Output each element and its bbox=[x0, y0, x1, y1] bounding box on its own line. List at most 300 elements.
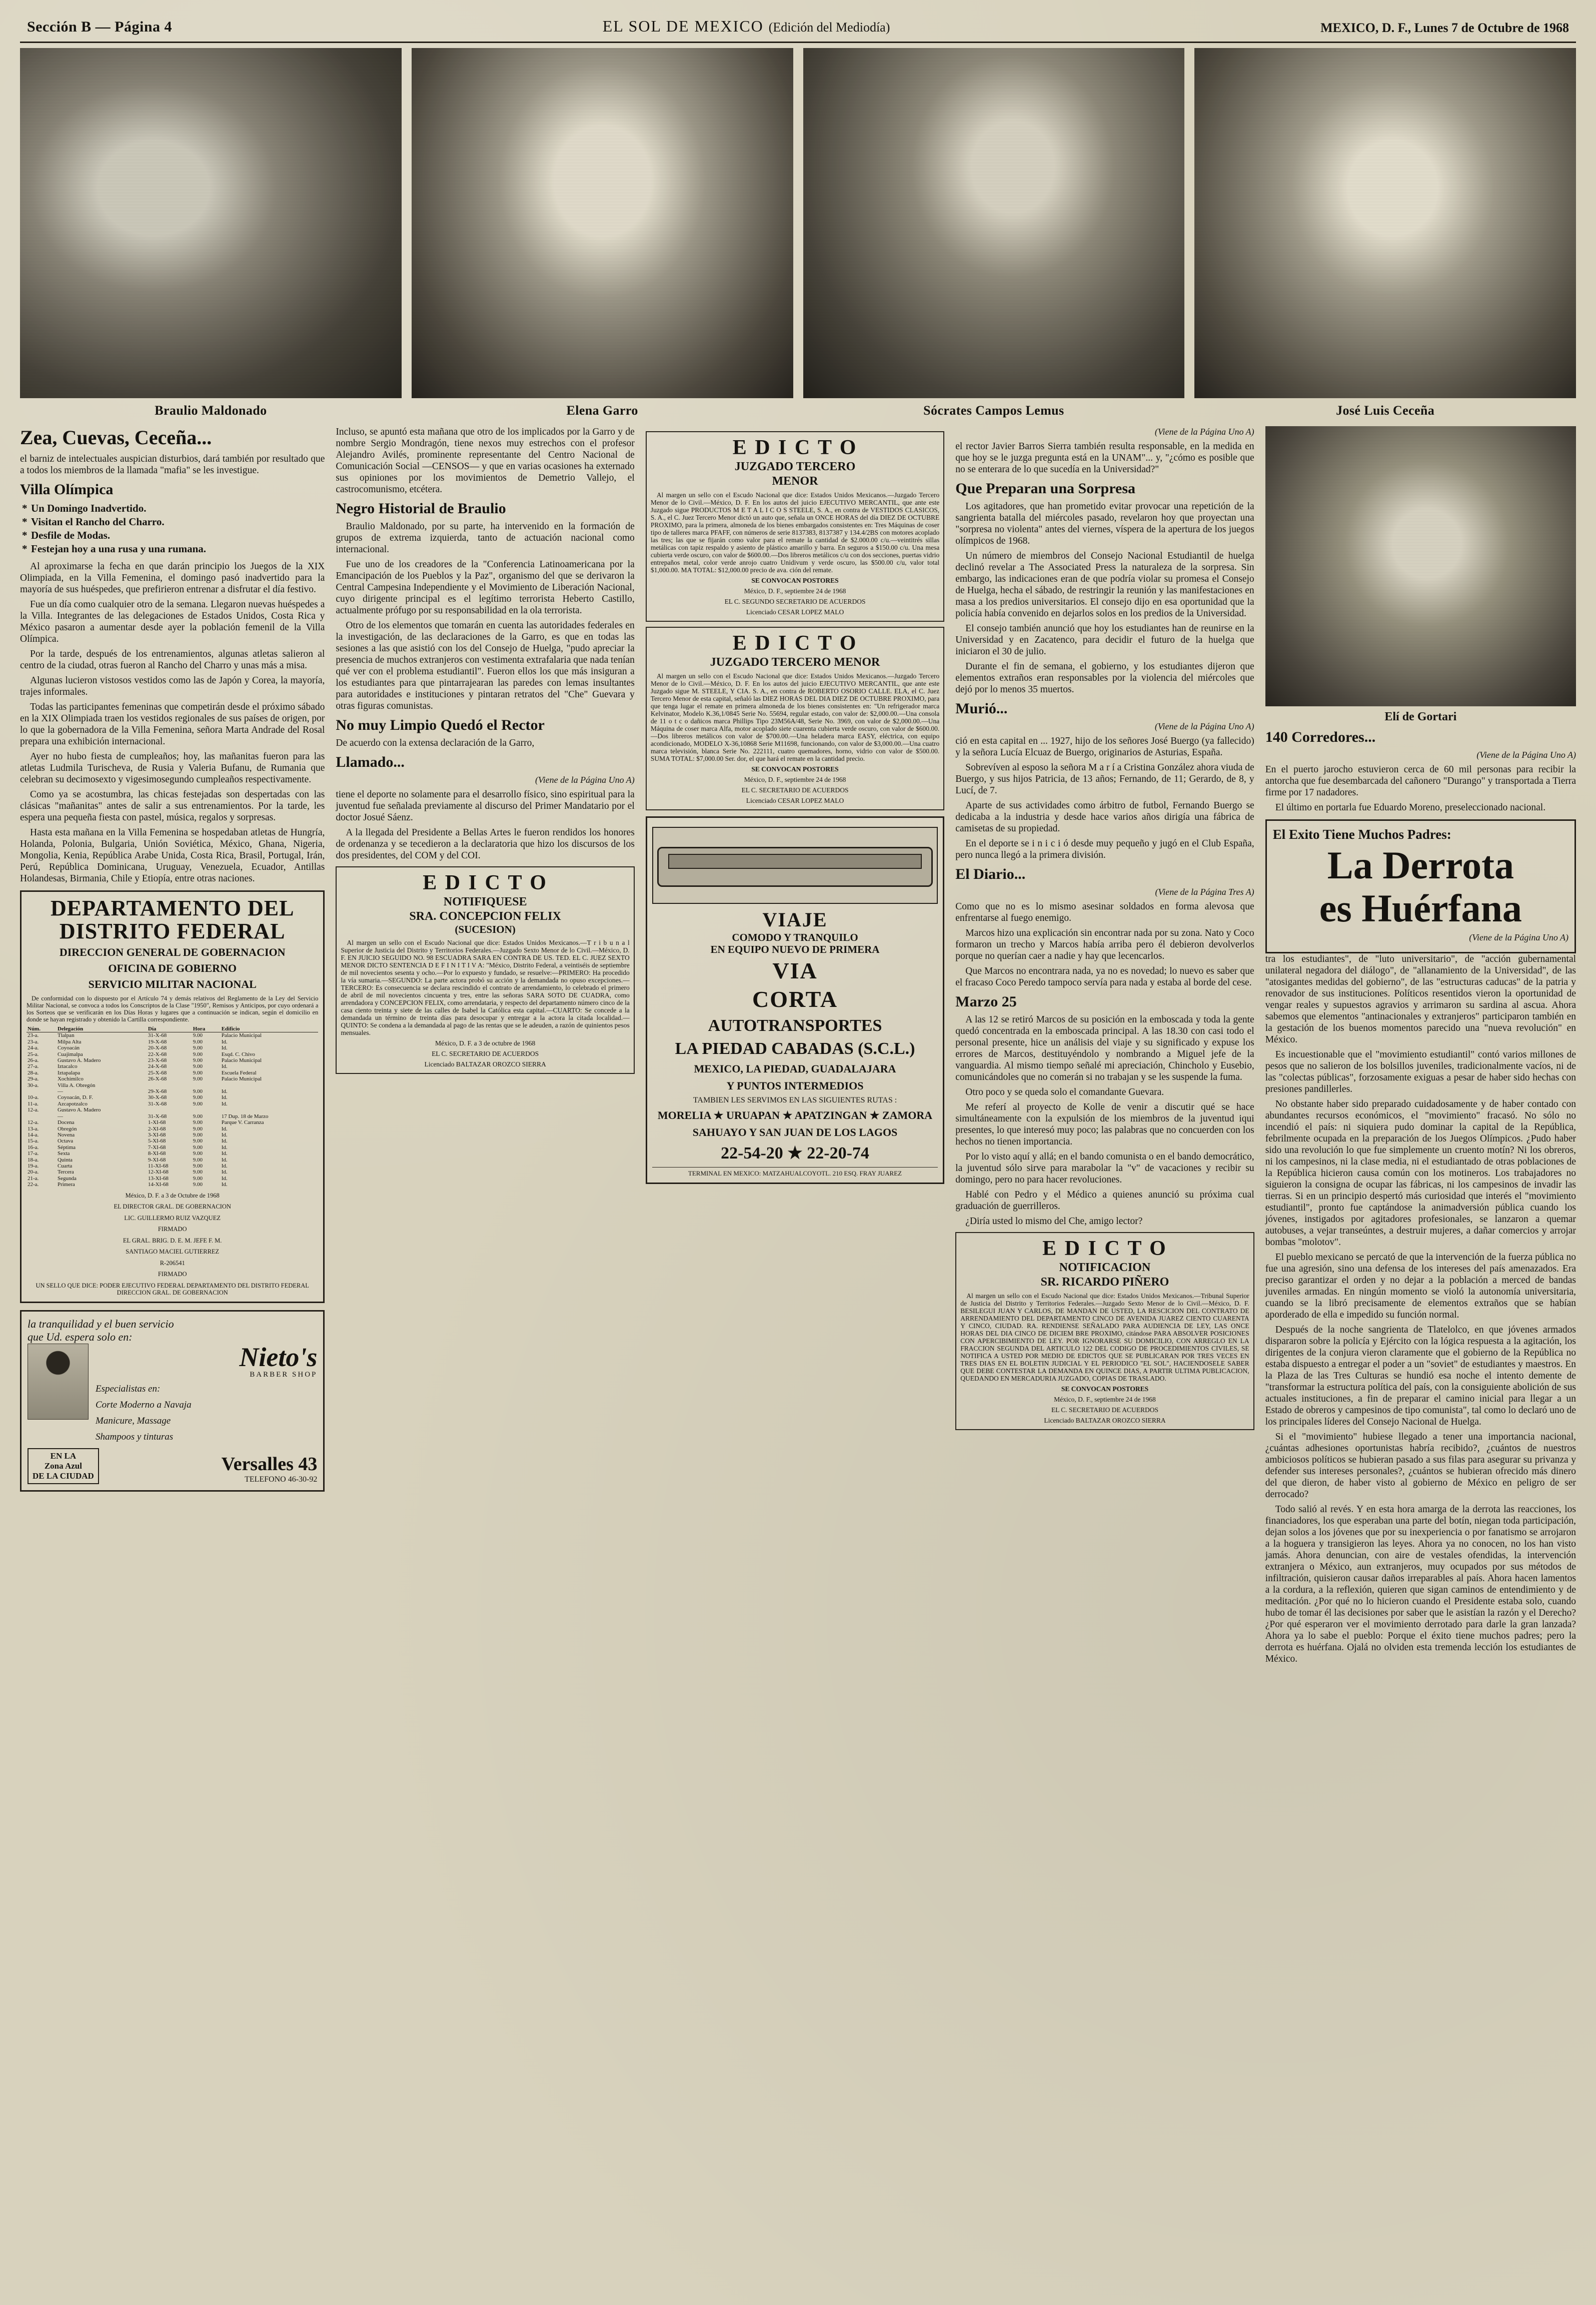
table-cell: 9.00 bbox=[193, 1182, 203, 1188]
body-paragraph: Aparte de sus actividades como árbitro de futbol, Fernando Buergo se dedicaba a la industria y desde hace varios años dirigía una fábrica de camisetas de su propiedad. bbox=[955, 800, 1254, 834]
ad-phone: TELEFONO 46-30-92 bbox=[245, 1475, 318, 1484]
editorial-la-derrota-es-huerfana bbox=[1265, 819, 1576, 953]
ad-departamento-distrito-federal bbox=[20, 890, 325, 1303]
table-cell: 9.00 bbox=[193, 1038, 203, 1045]
edicto-line-1: JUZGADO TERCERO bbox=[734, 460, 856, 473]
table-cell bbox=[221, 1107, 319, 1113]
table-cell: 29-a. bbox=[28, 1076, 39, 1082]
table-cell: 31-X-68 bbox=[148, 1113, 167, 1119]
legal-notice-edicto-3 bbox=[646, 627, 944, 810]
ad-title-line-1: DEPARTAMENTO DEL bbox=[50, 896, 295, 920]
body-paragraph: En el deporte se i n i c i ó desde muy pequeño y jugó en el Club España, pero nunca llegó a la primera división. bbox=[955, 838, 1254, 860]
table-cell: Iztapalapa bbox=[57, 1069, 81, 1076]
headline-negro-historial: Negro Historial de Braulio bbox=[336, 500, 506, 517]
table-cell: 9.00 bbox=[193, 1113, 203, 1119]
edicto-postores-note: SE CONVOCAN POSTORES bbox=[751, 765, 839, 773]
table-cell: Id. bbox=[221, 1038, 228, 1045]
table-cell: 17 Dup. 18 de Marzo bbox=[221, 1113, 269, 1119]
ad-signature-3: FIRMADO bbox=[158, 1226, 187, 1233]
table-cell: 24-a. bbox=[28, 1045, 39, 1051]
body-paragraph: En el puerto jarocho estuvieron cerca de 60 mil personas para recibir la antorcha que fue desembarcada del cañonero "Durango" y transportada a Tierra firme por 17 nadadores. bbox=[1265, 764, 1576, 798]
table-cell: 31-X-68 bbox=[148, 1100, 167, 1107]
photo-caption: José Luis Ceceña bbox=[1336, 403, 1435, 418]
photo-jose-luis-cecena bbox=[1194, 48, 1576, 418]
body-paragraph: Braulio Maldonado, por su parte, ha intervenido en la formación de grupos de extrema izquierda, tanto de actuación nacional como internacional. bbox=[336, 521, 635, 555]
body-paragraph: Por la tarde, después de los entrenamientos, algunas atletas salieron al centro de la ciudad, otras fueron al Rancho del Charro y unas más a misa. bbox=[20, 649, 325, 671]
edicto-signature-role: EL C. SECRETARIO DE ACUERDOS bbox=[741, 786, 849, 794]
table-cell: Tercera bbox=[57, 1169, 74, 1176]
conscript-schedule-table bbox=[27, 1026, 318, 1188]
table-row bbox=[27, 1157, 318, 1163]
body-paragraph: Durante el fin de semana, el gobierno, y los estudiantes dijeron que elementos extraños eran responsables por la violencia del miércoles que dejó por lo menos 35 muertos. bbox=[955, 661, 1254, 695]
table-cell: Obregón bbox=[57, 1125, 77, 1132]
ad-place-date: México, D. F. a 3 de Octubre de 1968 bbox=[125, 1192, 220, 1199]
table-row bbox=[27, 1126, 318, 1132]
ad-company-line-2: LA PIEDAD CABADAS (S.C.L.) bbox=[675, 1039, 915, 1058]
table-cell bbox=[147, 1082, 192, 1088]
body-paragraph: Sobrevíven al esposo la señora M a r í a Cristina González ahora viuda de Buergo, y sus hijos Patricia, de 13 años; Fernando, de 11; Gerardo, de 8, y Lucí, de 7. bbox=[955, 762, 1254, 796]
table-cell: 9.00 bbox=[193, 1157, 203, 1163]
table-cell: 11-a. bbox=[28, 1100, 39, 1107]
legal-notice-edicto-2 bbox=[646, 431, 944, 622]
table-cell: 1-XI-68 bbox=[148, 1119, 166, 1126]
body-paragraph: Marcos hizo una explicación sin encontrar nada por su zona. Nato y Coco formaron un trecho y Marcos había arriba pero él debieron devolverlos porque no querían caer a nadie y hay que lecencarlos. bbox=[955, 928, 1254, 961]
table-cell: 9.00 bbox=[193, 1045, 203, 1051]
ad-signature-6: R-206541 bbox=[160, 1259, 185, 1267]
edicto-body: Al margen un sello con el Escudo Nacional que dice: Estados Unidos Mexicanos.—Juzgado Tercero Menor de lo Civil.—México, D. F. En los autos del juicio EJECUTIVO MERCANTIL, que ante este Juzgado sigue PRODUCTOS M E T A L I C O S STEELE, S. A., en contra de VESTIDOS CLASICOS, S. A., el C. Juez Tercero Menor dictó un auto que, señala un ONCE HORAS del día DIEZ DE OCTUBRE PROXIMO, para la primera, almoneda de los bienes embargados consistentes en: Tres Máquinas de coser tipo de talleres marca PFAFF, con números de serie 8137383, 8137387 y 134.4/2BS con motores acoplado las tres; las que se fijarán como valor para el remate la cantidad de $2.000.00 c/u.—veintitrés sillas metálicas con tapiz respaldo y asiento de plástico amarillo y barra. En seguros a $150.00 c/u. Una mesa cubierta verde oscuro, con valor de $600.00.—Dos libreros metálicos c/u con dos secciones, puertas vidrio entrepaños metal, color verde anrojo cuatro Unidivum y verde oscuro, las $500.00 c/u, valor total $1,000.00. MA TOTAL: $12,000.00 precio de ava. ción del remate. bbox=[650, 491, 940, 574]
ad-logo: Nieto's bbox=[239, 1342, 318, 1372]
edicto-signature-role: EL C. SEGUNDO SECRETARIO DE ACUERDOS bbox=[724, 598, 866, 605]
table-cell: 9.00 bbox=[193, 1125, 203, 1132]
ad-route-secondary-2: SAHUAYO Y SAN JUAN DE LOS LAGOS bbox=[692, 1126, 898, 1138]
table-cell: Id. bbox=[221, 1175, 228, 1182]
edicto-postores-note: SE CONVOCAN POSTORES bbox=[1061, 1385, 1149, 1393]
column-header-edificio: Edificio bbox=[221, 1026, 319, 1032]
table-cell: Novena bbox=[57, 1131, 75, 1138]
headline-llamado: Llamado... bbox=[336, 754, 405, 770]
body-paragraph: A las 12 se retiró Marcos de su posición en la emboscada y toda la gente quedó concentrada en la emboscada principal. A las 18.30 con casi todo el personal presente, hice un análisis del viaje y su significado y expuse los errores de Marcos, destituyéndolo y nombrando a Miguel jefe de la vanguardia. Al mismo tiempo señalé mi apreciación, Chincholo y Eusebio, comunicándoles que no comerán si no trabajan y se les suspende la fuma. bbox=[955, 1014, 1254, 1082]
list-item: * Festejan hoy a una rusa y una rumana. bbox=[20, 542, 325, 556]
table-header-row bbox=[27, 1026, 318, 1032]
edicto-postores-note: SE CONVOCAN POSTORES bbox=[751, 577, 839, 584]
table-cell: Sexta bbox=[57, 1150, 70, 1157]
issue-date: MEXICO, D. F., Lunes 7 de Octubre de 1968 bbox=[1320, 21, 1569, 35]
ad-signature-1: EL DIRECTOR GRAL. DE GOBERNACION bbox=[114, 1203, 231, 1211]
table-cell: 21-a. bbox=[28, 1175, 39, 1182]
body-paragraph: Por lo visto aquí y allá; en el bando comunista o en el bando democrático, la juventud sólo sirve para marabolar la "v" de vacaciones y recibir su domingo, pero no para hacer revoluciones. bbox=[955, 1151, 1254, 1185]
table-cell: 9.00 bbox=[193, 1094, 203, 1101]
table-cell: 12-a. bbox=[28, 1107, 39, 1113]
table-cell: 13-a. bbox=[28, 1125, 39, 1132]
table-cell: 9.00 bbox=[193, 1150, 203, 1157]
bus-illustration bbox=[652, 827, 938, 904]
list-item: * Desfile de Modas. bbox=[20, 529, 325, 542]
ad-signature-5: SANTIAGO MACIEL GUTIERREZ bbox=[126, 1248, 220, 1256]
ad-tagline-1: la tranquilidad y el buen servicio bbox=[28, 1317, 174, 1330]
headline-no-muy-limpio: No muy Limpio Quedó el Rector bbox=[336, 717, 545, 733]
table-row bbox=[27, 1182, 318, 1188]
table-cell: 14-XI-68 bbox=[148, 1182, 169, 1188]
edicto-signature-date: México, D. F., septiembre 24 de 1968 bbox=[1054, 1396, 1156, 1403]
edicto-body: Al margen un sello con el Escudo Nacional que dice: Estados Unidos Mexicanos.—Juzgado Tercero Menor de lo Civil.—México, D. F. En los autos del juicio EJECUTIVO MERCANTIL, que ante este Juzgado sigue M. STEELE, Y CIA. S. A., en contra de ROBERTO OSORIO CALLE. ELA, el C. Juez Tercero Menor de esta capital, señaló las DIEZ HORAS DEL DIA DIEZ DE OCTUBRE PROXIMO, para que tenga lugar el remate en primera almoneda de los bienes consistentes en: "Un refrigerador marca Kelvinator, Modelo K.36,1/0845 Serie No. 55694, regular estado, con valor de: $2,000.00.—Una consola de 11 o t c o dañicos marca Phillips Tipo 23M56A/48, Serie No. 3969, con valor de $2,000.00.—Una Máquina de coser marca Alfa, motor acoplado siete cuarenta cubierta verde oscuro, con valor de $600.00.—Dos libreros metálicos con valor de $700.00.—Una heladera marca EASY, eléctrica, con equipo acondicionado, MODELO X-36,10868 Serie M11698, funcionando, con valor de $3,000.00.—Una cuatro marca televisión, blanca Serie No. 222111, cuatro quemadores, horno, vidrio con valor de $500.00. SUMA TOTAL: $7,000.00 Ser. dor, el que hará el remate en la cantidad precio. bbox=[650, 672, 940, 762]
table-cell: 9.00 bbox=[193, 1131, 203, 1138]
table-cell: 9.00 bbox=[193, 1169, 203, 1176]
table-cell: 30-a. bbox=[28, 1082, 39, 1088]
ad-street-address: Versalles 43 bbox=[221, 1453, 318, 1475]
table-cell: Iztacalco bbox=[57, 1063, 78, 1070]
table-cell: Gustavo A. Madero bbox=[57, 1107, 101, 1113]
edicto-signature-date: México, D. F., septiembre 24 de 1968 bbox=[744, 587, 846, 595]
table-cell: Id. bbox=[221, 1157, 228, 1163]
ad-route-secondary-1: MORELIA ★ URUAPAN ★ APATZINGAN ★ ZAMORA bbox=[657, 1109, 933, 1121]
ad-service-3: Shampoos y tinturas bbox=[96, 1431, 174, 1442]
table-row bbox=[27, 1094, 318, 1100]
body-paragraph: Algunas lucieron vistosos vestidos como las de Japón y Corea, la mayoría, trajes informales. bbox=[20, 675, 325, 697]
table-cell bbox=[192, 1107, 221, 1113]
editorial-title-line-2: es Huérfana bbox=[1319, 886, 1522, 930]
table-row bbox=[27, 1150, 318, 1157]
masthead-divider bbox=[20, 42, 1576, 43]
table-cell: 23-a. bbox=[28, 1038, 39, 1045]
list-item: * Un Domingo Inadvertido. bbox=[20, 502, 325, 515]
column-header-dia: Día bbox=[147, 1026, 192, 1032]
legal-notice-edicto-1 bbox=[336, 866, 634, 1074]
edicto-line-1: JUZGADO TERCERO MENOR bbox=[710, 656, 880, 669]
table-cell bbox=[192, 1082, 221, 1088]
ad-service-1: Corte Moderno a Navaja bbox=[96, 1399, 192, 1410]
column-header-hora: Hora bbox=[192, 1026, 221, 1032]
table-cell: 27-a. bbox=[28, 1063, 39, 1070]
column-1 bbox=[20, 426, 325, 1492]
photo-caption: Elena Garro bbox=[566, 403, 638, 418]
table-row bbox=[27, 1063, 318, 1069]
table-cell: — bbox=[57, 1088, 63, 1095]
table-cell: Id. bbox=[221, 1045, 228, 1051]
table-cell: 7-XI-68 bbox=[148, 1144, 166, 1150]
table-cell: Palacio Municipal bbox=[221, 1032, 262, 1039]
table-cell: Id. bbox=[221, 1131, 228, 1138]
table-cell: 9.00 bbox=[193, 1088, 203, 1095]
table-cell: 10-a. bbox=[28, 1094, 39, 1101]
body-paragraph: Es incuestionable que el "movimiento estudiantil" contó varios millones de pesos que no salieron de los bolsillos juveniles, tradicionalmente vacíos, ni de las "colectas públicas", forzosamente exiguas a pesar de haber sido hechas con presiones pandillerles. bbox=[1265, 1049, 1576, 1094]
table-row bbox=[27, 1045, 318, 1051]
table-cell: 28-a. bbox=[28, 1069, 39, 1076]
photo-elena-garro bbox=[412, 48, 793, 418]
table-cell bbox=[27, 1088, 57, 1094]
table-cell: 11-XI-68 bbox=[148, 1163, 169, 1169]
table-cell: Segunda bbox=[57, 1175, 77, 1182]
editorial-title-line-1: La Derrota bbox=[1327, 843, 1514, 887]
table-row bbox=[27, 1101, 318, 1107]
table-cell: Parque V. Carranza bbox=[221, 1119, 264, 1126]
headline-murio: Murió... bbox=[955, 700, 1008, 717]
body-paragraph: Ayer no hubo fiesta de cumpleaños; hoy, las mañanitas fueron para las atletas Ludmila Turischeva, de Rusia y Valeria Bufanu, de Rumania que celebran su decimosexto y vigesimosegundo cumpleaños respectivamente. bbox=[20, 751, 325, 785]
table-cell: 9.00 bbox=[193, 1144, 203, 1150]
body-paragraph: El pueblo mexicano se percató de que la intervención de la fuerza pública no fue una agresión, sino una defensa de los intereses del país amenazados. Era preciso garantizar el orden y no dejar a la población a merced de bandas juveniles armadas. En ningún momento se violó la autonomía universitaria, cuando se la libró precisamente de elementos extraños que se habían aporderado de ella e impedido su función normal. bbox=[1265, 1252, 1576, 1320]
table-cell: Xochimilco bbox=[57, 1076, 84, 1082]
body-paragraph: ció en esta capital en ... 1927, hijo de los señores José Buergo (ya fallecido) y la señora Lucía Elcuaz de Buergo, originarios de Asturias, España. bbox=[955, 736, 1254, 758]
continuation-note: (Viene de la Página Uno A) bbox=[1154, 427, 1254, 437]
table-row bbox=[27, 1176, 318, 1182]
table-cell: Id. bbox=[221, 1138, 228, 1144]
table-cell: 16-a. bbox=[28, 1144, 39, 1150]
body-paragraph: Como ya se acostumbra, las chicas festejadas son despertadas con las clásicas "mañanitas" antes de salir a sus entrenamientos. Por la tarde, les espera una pequeña fiesta con pastel, música, regalos y sorpresas. bbox=[20, 789, 325, 823]
body-paragraph: Otro poco y se queda solo el comandante Guevara. bbox=[965, 1087, 1164, 1097]
list-item: * Visitan el Rancho del Charro. bbox=[20, 515, 325, 529]
table-cell: 9.00 bbox=[193, 1100, 203, 1107]
table-cell: Id. bbox=[221, 1125, 228, 1132]
body-paragraph: Todas las participantes femeninas que competirán desde el próximo sábado en la XIX Olimpiada traen los vestidos regionales de sus países de origen, por lo que la gobernadora de la Villa Femenina, señora Marta Andrade del Rosal prepara una exhibición internacional. bbox=[20, 702, 325, 747]
table-row bbox=[27, 1163, 318, 1169]
edicto-signature-date: México, D. F. a 3 de octubre de 1968 bbox=[435, 1039, 536, 1047]
ad-tagline-2: EN EQUIPO NUEVO DE PRIMERA bbox=[710, 943, 880, 955]
table-cell: Quinta bbox=[57, 1157, 73, 1163]
table-cell bbox=[221, 1082, 319, 1088]
table-cell: Milpa Alta bbox=[57, 1038, 82, 1045]
column-4 bbox=[955, 426, 1254, 1435]
continuation-note: (Viene de la Página Uno A) bbox=[1476, 750, 1576, 760]
ad-zone-line-2: Zona Azul bbox=[44, 1461, 82, 1471]
ad-other-routes-label: TAMBIEN LES SERVIMOS EN LAS SIGUIENTES RUTAS : bbox=[693, 1096, 897, 1104]
photo-caption: Braulio Maldonado bbox=[155, 403, 267, 418]
subhead-villa-olimpica: Villa Olímpica bbox=[20, 481, 114, 498]
table-cell bbox=[27, 1113, 57, 1119]
table-cell: Primera bbox=[57, 1182, 75, 1188]
ad-specialties-label: Especialistas en: bbox=[96, 1383, 161, 1394]
table-row bbox=[27, 1119, 318, 1125]
ad-seal-text: UN SELLO QUE DICE: PODER EJECUTIVO FEDERAL DEPARTAMENTO DEL DISTRITO FEDERAL DIRECCION GRAL. DE GOBERNACION bbox=[36, 1282, 309, 1297]
ad-route-intermediate: Y PUNTOS INTERMEDIOS bbox=[726, 1079, 864, 1092]
edicto-body: Al margen un sello con el Escudo Nacional que dice: Estados Unidos Mexicanos.—T r i b u n a l Superior de Justicia del Distrito y Territorios Federales.—Juzgado Sexto Menor de lo Civil.—México, D. F. EN JUICIO SEGUIDO NO. 98 ESCUADRA SARA EN CONTRA DE US. TED. EL C. JUEZ SEXTO MENOR DICTO SENTENCIA D E F I N I T I V A: "México, Distrito Federal, a veintiséis de septiembre de mil novecientos sesenta y ocho.—Por lo expuesto y fundado, se resuelve:—PRIMERO: Ha procedido la vía sumaria.—SEGUNDO: La parte actora probó su acción y la demandada no opuso excepciones.—TERCERO: Es consecuencia se declara rescindido el contrato de arrendamiento, lo celebrado el primero de abril de mil novecientos cincuenta y tres, entre las señoras SARA SOTO DE CUADRA, como arrendadora y CONCEPCION FELIX, como arrendataria, y respecto del departamento número cinco de la casa ciento treinta y siete de las calles de Isabel la Católica esta capital.—CUARTO: Se concede a la demandada un término de treinta días para desocupar y entregar a la actora la citada localidad.—QUINTO: Se condena a la demandada al pago de las rentas que se le adeuden, a razón de quinientos pesos mensuales. bbox=[341, 939, 630, 1036]
continuation-note: (Viene de la Página Uno A) bbox=[535, 775, 635, 785]
table-cell: Esqd. C. Chivo bbox=[221, 1051, 255, 1057]
photo-caption: Sócrates Campos Lemus bbox=[923, 403, 1064, 418]
body-paragraph: De acuerdo con la extensa declaración de la Garro, bbox=[336, 738, 535, 748]
table-row bbox=[27, 1169, 318, 1175]
ad-service-2: Manicure, Massage bbox=[96, 1415, 171, 1426]
ad-subtitle-2: OFICINA DE GOBIERNO bbox=[108, 962, 237, 974]
table-cell: Séptima bbox=[57, 1144, 76, 1150]
body-paragraph: Fue uno de los creadores de la "Conferencia Latinoamericana por la Emancipación de los Pueblos y la Paz", organismo del que se derivaron la Central Campesina Independiente y el Movimiento de Liberación Nacional, cuyo dirigente principal es el legítimo terrorista Heberto Castillo, actualmente prófugo por su responsabilidad en la ola terrorista. bbox=[336, 559, 635, 616]
table-cell: 9.00 bbox=[193, 1175, 203, 1182]
edicto-title: E D I C T O bbox=[423, 871, 548, 894]
table-cell bbox=[147, 1107, 192, 1113]
table-cell: — bbox=[57, 1113, 63, 1119]
ad-title-line-2: DISTRITO FEDERAL bbox=[59, 919, 286, 943]
photo-image bbox=[803, 48, 1185, 398]
continuation-note: (Viene de la Página Uno A) bbox=[1154, 721, 1254, 731]
headline-zea-cuevas: Zea, Cuevas, Ceceña... bbox=[20, 426, 212, 449]
edicto-body: Al margen un sello con el Escudo Nacional que dice: Estados Unidos Mexicanos.—Tribunal Superior de Justicia del Distrito y Territorios Federales.—Juzgado Sexto Menor de lo Civil.—México, D. F. BESILEGUI JUAN Y CARLOS, DE MANDAN DE USTED, LA RESCICION DEL CONTRATO DE ARRENDAMIENTO DEL DEPARTAMENTO CINCO DE AVENIDA JUAREZ CIENTO CUARENTA Y CINCO, CIUDAD. RA. RENDIENSE SEÑALADO PARA AUDIENCIA DE LEY, LAS ONCE HORAS DEL DIA CINCO DE DICIEM BRE PROXIMO, citándose PARA ABSOLVER POSICIONES CON APERCIBIMIENTO DE LEY. POR IGNORARSE SU DOMICILIO, CON ARREGLO EN LA FRACCION SEGUNDA DEL ARTICULO 122 DEL CODIGO DE PROCEDIMIENTOS CIVILES, SE NOTIFICA A USTED POR MEDIO DE EDICTOS QUE SE PUBLICARAN POR TRES VECES EN TRES DIAS EN EL BOLETIN JUDICIAL Y EL PERIODICO "EL SOL", HACIENDOSELE SABER QUE DEBE CONTESTAR LA DEMANDA EN QUINCE DIAS, A PARTIR ULTIMA PUBLICACION, QUEDANDO EN MERCADURIA JUZGADO, COPIAS DE TRASLADO. bbox=[960, 1292, 1249, 1382]
table-cell: 30-X-68 bbox=[148, 1094, 167, 1101]
edicto-signature-name: Licenciado BALTAZAR OROZCO SIERRA bbox=[1044, 1417, 1166, 1424]
column-5 bbox=[1265, 426, 1576, 1668]
photo-eli-de-gortari bbox=[1265, 426, 1576, 706]
ad-zone-badge bbox=[28, 1448, 99, 1484]
body-paragraph: Los agitadores, que han prometido evitar provocar una repetición de la sangrienta batalla del miércoles pasado, revelaron hoy que proyectan una "sorpresa no violenta" antes del viernes, víspera de la apertura de los juegos olímpicos de 1968. bbox=[955, 501, 1254, 546]
table-cell: 31-X-68 bbox=[148, 1032, 167, 1039]
table-cell: 15-a. bbox=[28, 1138, 39, 1144]
edicto-signature-name: Licenciado BALTAZAR OROZCO SIERRA bbox=[424, 1060, 546, 1068]
newspaper-title bbox=[172, 17, 1320, 36]
body-paragraph: Después de la noche sangrienta de Tlatelolco, en que jóvenes armados dispararon sobre la policía y Ejército con la lógica respuesta a la agitación, los dirigentes de la conjura vieron claramente que el gobierno de la República no estaba dispuesto a entregar el poder a un "soviet" de estudiantes y maestros. En la Plaza de las Tres Culturas se hundió esa noche el intento demente de "transformar la estructura política del país, con la consiguiente abolición de sus actuales instituciones, a fin de preparar el camino inicial para llegar a un Estado de obreros y campesinos de tipo comunista", tal como lo declaró uno de los principales líderes del Consejo Nacional de Huelga. bbox=[1265, 1325, 1576, 1427]
table-cell: Id. bbox=[221, 1088, 228, 1095]
table-cell: 26-a. bbox=[28, 1057, 39, 1064]
table-cell: Id. bbox=[221, 1063, 228, 1070]
table-cell: 23-X-68 bbox=[148, 1057, 167, 1064]
table-cell: Id. bbox=[221, 1163, 228, 1169]
table-cell: Cuajimalpa bbox=[57, 1051, 83, 1057]
column-2 bbox=[336, 426, 634, 1079]
ad-logo-subtitle: BARBER SHOP bbox=[250, 1370, 318, 1379]
table-row bbox=[27, 1088, 318, 1094]
legal-notice-edicto-4 bbox=[955, 1232, 1254, 1430]
bullet-list bbox=[20, 502, 325, 556]
table-cell: 9-XI-68 bbox=[148, 1157, 166, 1163]
edicto-signature-name: Licenciado CESAR LOPEZ MALO bbox=[746, 797, 844, 804]
body-paragraph: ¿Diría usted lo mismo del Che, amigo lector? bbox=[965, 1216, 1143, 1227]
photo-image bbox=[1194, 48, 1576, 398]
table-cell: 9.00 bbox=[193, 1063, 203, 1070]
table-cell: Id. bbox=[221, 1182, 228, 1188]
edicto-signature-name: Licenciado CESAR LOPEZ MALO bbox=[746, 608, 844, 616]
table-cell: Gustavo A. Madero bbox=[57, 1057, 101, 1064]
edicto-signature-role: EL C. SECRETARIO DE ACUERDOS bbox=[1051, 1406, 1158, 1414]
newspaper-title-text: EL SOL DE MEXICO bbox=[602, 17, 764, 35]
table-cell: Villa A. Obregón bbox=[57, 1082, 96, 1088]
edicto-signature-date: México, D. F., septiembre 24 de 1968 bbox=[744, 776, 846, 783]
edicto-line-2: MENOR bbox=[772, 475, 818, 488]
photo-socrates-campos-lemus bbox=[803, 48, 1185, 418]
body-paragraph: Hasta esta mañana en la Villa Femenina se hospedaban atletas de Hungría, Holanda, Polonia, Bulgaria, Unión Soviética, México, Ghana, Nigeria, Mongolia, Kenia, República Arabe Unida, Costa Rica, Brasil, Portugal, Irán, Perú, República Dominicana, Uruguay, Venezuela, Ecuador, Antillas Holandesas, Birmania, Chile y Etiopía, entre otras naciones. bbox=[20, 827, 325, 884]
table-cell: Coyoacán, D. F. bbox=[57, 1094, 93, 1101]
ad-tagline-2: que Ud. espera solo en: bbox=[28, 1330, 133, 1343]
ad-viaje-label: VIAJE bbox=[762, 908, 828, 931]
table-cell: Octava bbox=[57, 1138, 74, 1144]
table-cell: 12-a. bbox=[28, 1119, 39, 1126]
body-paragraph: Al aproximarse la fecha en que darán principio los Juegos de la XIX Olimpiada, en la Villa Femenina, el domingo pasó inadvertido para la mayoría de sus huéspedes, que prefirieron entrenar a disfrutar el día festivo. bbox=[20, 561, 325, 595]
column-header-num: Núm. bbox=[27, 1026, 57, 1032]
ad-nietos-barber-shop bbox=[20, 1310, 325, 1492]
edicto-line-1: NOTIFICACION bbox=[1059, 1261, 1151, 1274]
lead-paragraph: el barniz de intelectuales auspician disturbios, dará también por resultado que a todos los miembros de la llamada "mafia" se les investigue. bbox=[20, 454, 325, 476]
ad-autotransportes-la-piedad bbox=[646, 816, 944, 1184]
ad-route-main: MEXICO, LA PIEDAD, GUADALAJARA bbox=[694, 1062, 896, 1075]
body-paragraph: el rector Javier Barros Sierra también resulta responsable, en la medida en que hoy se le juzga pregunta está en la UNAM"... y, "¿cómo es posible que no se enterara de lo que sucedía en la Universidad?" bbox=[955, 441, 1254, 475]
ad-zone-line-1: EN LA bbox=[50, 1451, 77, 1461]
table-cell: Id. bbox=[221, 1100, 228, 1107]
headline-el-diario: El Diario... bbox=[955, 866, 1026, 882]
table-cell: 2-XI-68 bbox=[148, 1125, 166, 1132]
table-row bbox=[27, 1107, 318, 1113]
table-cell: 23-a. bbox=[28, 1032, 39, 1039]
table-row bbox=[27, 1039, 318, 1045]
body-paragraph: Me referí al proyecto de Kolle de venir a discutir qué se hace simultáneamente con la expulsión de los miembros de la juventud iqui presentes, lo que interesó muy poco; las palabras que no concuerden con los hechos no tienen importancia. bbox=[955, 1102, 1254, 1147]
ad-subtitle-3: SERVICIO MILITAR NACIONAL bbox=[88, 978, 257, 990]
table-cell: 26-X-68 bbox=[148, 1076, 167, 1082]
table-cell: 9.00 bbox=[193, 1032, 203, 1039]
table-cell: 25-X-68 bbox=[148, 1069, 167, 1076]
table-row bbox=[27, 1132, 318, 1138]
ad-body-text: De conformidad con lo dispuesto por el Artículo 74 y demás relativos del Reglamento de la Ley del Servicio Militar Nacional, se convoca a todos los Conscriptos de la Clase "1950", Remisos y Anticipos, por cuyo ordenará a los Sorteos que se verificarán en los Días Horas y lugares que a continuación se indican, según el domicilio en donde se hayan registrado y obtenido la Cartilla correspondiente. bbox=[27, 995, 319, 1023]
table-cell: 29-X-68 bbox=[148, 1088, 167, 1095]
table-cell: 22-X-68 bbox=[148, 1051, 167, 1057]
headline-marzo-25: Marzo 25 bbox=[955, 993, 1017, 1010]
ad-signature-4: EL GRAL. BRIG. D. E. M. JEFE F. M. bbox=[123, 1237, 222, 1244]
table-cell: 9.00 bbox=[193, 1119, 203, 1126]
table-cell: 19-a. bbox=[28, 1163, 39, 1169]
table-cell: 12-XI-68 bbox=[148, 1169, 169, 1176]
ad-company-line-1: AUTOTRANSPORTES bbox=[708, 1016, 882, 1035]
table-cell: 24-X-68 bbox=[148, 1063, 167, 1070]
column-3 bbox=[646, 426, 944, 1184]
table-cell: Palacio Municipal bbox=[221, 1057, 262, 1064]
column-header-delegacion: Delegación bbox=[57, 1026, 147, 1032]
table-cell: 18-a. bbox=[28, 1157, 39, 1163]
table-cell: Docena bbox=[57, 1119, 75, 1126]
table-row bbox=[27, 1051, 318, 1057]
table-cell: 20-a. bbox=[28, 1169, 39, 1176]
ad-signature-2: LIC. GUILLERMO RUIZ VAZQUEZ bbox=[124, 1214, 221, 1222]
ad-zone-line-3: DE LA CIUDAD bbox=[33, 1471, 94, 1481]
edicto-line-3: (SUCESION) bbox=[455, 923, 516, 935]
table-cell: 20-X-68 bbox=[148, 1045, 167, 1051]
table-row bbox=[27, 1144, 318, 1150]
table-cell: 14-a. bbox=[28, 1131, 39, 1138]
edicto-title: E D I C T O bbox=[732, 632, 858, 655]
table-cell: Id. bbox=[221, 1150, 228, 1157]
table-cell: Tlalpan bbox=[57, 1032, 75, 1039]
photo-row bbox=[20, 48, 1576, 418]
table-cell: 17-a. bbox=[28, 1150, 39, 1157]
table-cell: Cuarta bbox=[57, 1163, 73, 1169]
table-cell: Azcapotzalco bbox=[57, 1100, 88, 1107]
table-row bbox=[27, 1032, 318, 1039]
body-paragraph: Que Marcos no encontrara nada, ya no es novedad; lo nuevo es saber que el fracaso Coco Peredo tampoco servía para nada y estaba al borde del cese. bbox=[955, 966, 1254, 988]
table-cell: Id. bbox=[221, 1169, 228, 1176]
body-paragraph: Hablé con Pedro y el Médico a quienes anunció su próxima cual graduación de guerrilleros. bbox=[955, 1190, 1254, 1212]
body-paragraph: tra los estudiantes", de "luto universitario", de "acción gubernamental unilateral negadora del diálogo", de "allanamiento de la Universidad", de las "atosigantes medidas del gobierno", de las "estructuras caducas" de la patria y renovador de sus instituciones. Políticos resentidos vieron la oportunidad de vengar reales y supuestos agravios y arrimaron su sardina al ascua. Ahora sabemos que elementos "antinacionales y extranjeros" participaron también en la gestación de los buenos momentos parecido una "nueva revolución" en México. bbox=[1265, 954, 1576, 1045]
table-cell: 9.00 bbox=[193, 1069, 203, 1076]
table-cell: 19-X-68 bbox=[148, 1038, 167, 1045]
body-paragraph: Incluso, se apuntó esta mañana que otro de los implicados por la Garro y de nombre Sergio Mondragón, tiene nexos muy estrechos con el profesor Alejandro Avilés, prominente representante del Centro Nacional de Comunicación Social —CENSOS— y que en varias ocasiones ha externado sus opiniones por los movimientos de Demetrio Vallejo, el castrocomunismo, etcétera. bbox=[336, 427, 635, 495]
body-paragraph: El último en portarla fue Eduardo Moreno, preseleccionado nacional. bbox=[1275, 802, 1546, 813]
table-cell: Id. bbox=[221, 1144, 228, 1150]
ad-terminal-address: TERMINAL EN MEXICO: MATZAHUALCOYOTL. 210 ESQ. FRAY JUAREZ bbox=[652, 1167, 938, 1178]
edicto-line-2: SR. RICARDO PIÑERO bbox=[1040, 1276, 1169, 1289]
table-cell: 25-a. bbox=[28, 1051, 39, 1057]
table-row bbox=[27, 1070, 318, 1076]
headline-que-preparan-una-sorpresa: Que Preparan una Sorpresa bbox=[955, 480, 1136, 497]
ad-tagline-1: COMODO Y TRANQUILO bbox=[732, 931, 858, 943]
table-row bbox=[27, 1076, 318, 1082]
table-body bbox=[27, 1032, 318, 1188]
photo-braulio-maldonado bbox=[20, 48, 402, 418]
body-paragraph: Como que no es lo mismo asesinar soldados en forma alevosa que enfrentarse al fuego enemigo. bbox=[955, 901, 1254, 923]
body-paragraph: Si el "movimiento" hubiese llegado a tener una importancia nacional, ¿cuántas adhesiones oportunistas habría recibido?, ¿cuántos de nuestros ambiciosos políticos se hubieran pasado a sus filas para asegurar su privanza y defender sus intereses personales?, ¿cuántos se hubieran ofrecido más dinero del que dieron, de haber visto al gobierno de México en peligro de ser derrocado? bbox=[1265, 1432, 1576, 1500]
table-cell: 9.00 bbox=[193, 1051, 203, 1057]
table-cell: 22-a. bbox=[28, 1182, 39, 1188]
continuation-note: (Viene de la Página Tres A) bbox=[1155, 887, 1254, 897]
body-paragraph: Todo salió al revés. Y en esta hora amarga de la derrota las reacciones, los financiadores, los que esperaban una parte del botín, niegan toda participación, dejan solos a los jóvenes que por su inexperiencia o por fanatismo se arrojaron a la hoguera y transigieron las leyes. Ahora ya no conocen, no los han visto jamás. Ahora denuncian, con aire de vestales ofendidas, la intervención extranjera o México, aun extranjeros, muy ocupados por sus métodos de infiltración, quisieron causar daños irreparables al país. Ahora hacen lamentos a la cordura, a la reflexión, quieren que sigan caminos de entendimiento y de meditación. ¿Por qué no lo hicieron cuando el Presidente estaba solo, cuando hubo de tomar él las decisiones por saber que le asistían la razón y el Derecho? ¿Por qué esperaron ver el movimiento derrotado para darle la gran lanzada? Ahora ya lo sabe el pueblo: Porque el éxito tiene muchos padres; pero la derrota es huérfana. Ojalá no olviden esta tremenda lección los estudiantes de México. bbox=[1265, 1504, 1576, 1664]
table-cell: 9.00 bbox=[193, 1163, 203, 1169]
ad-phone-numbers: 22-54-20 ★ 22-20-74 bbox=[721, 1144, 869, 1163]
barber-illustration bbox=[28, 1344, 89, 1420]
table-row bbox=[27, 1138, 318, 1144]
table-cell: 9.00 bbox=[193, 1076, 203, 1082]
edicto-line-1: NOTIFIQUESE bbox=[443, 895, 527, 908]
table-cell: 13-XI-68 bbox=[148, 1175, 169, 1182]
